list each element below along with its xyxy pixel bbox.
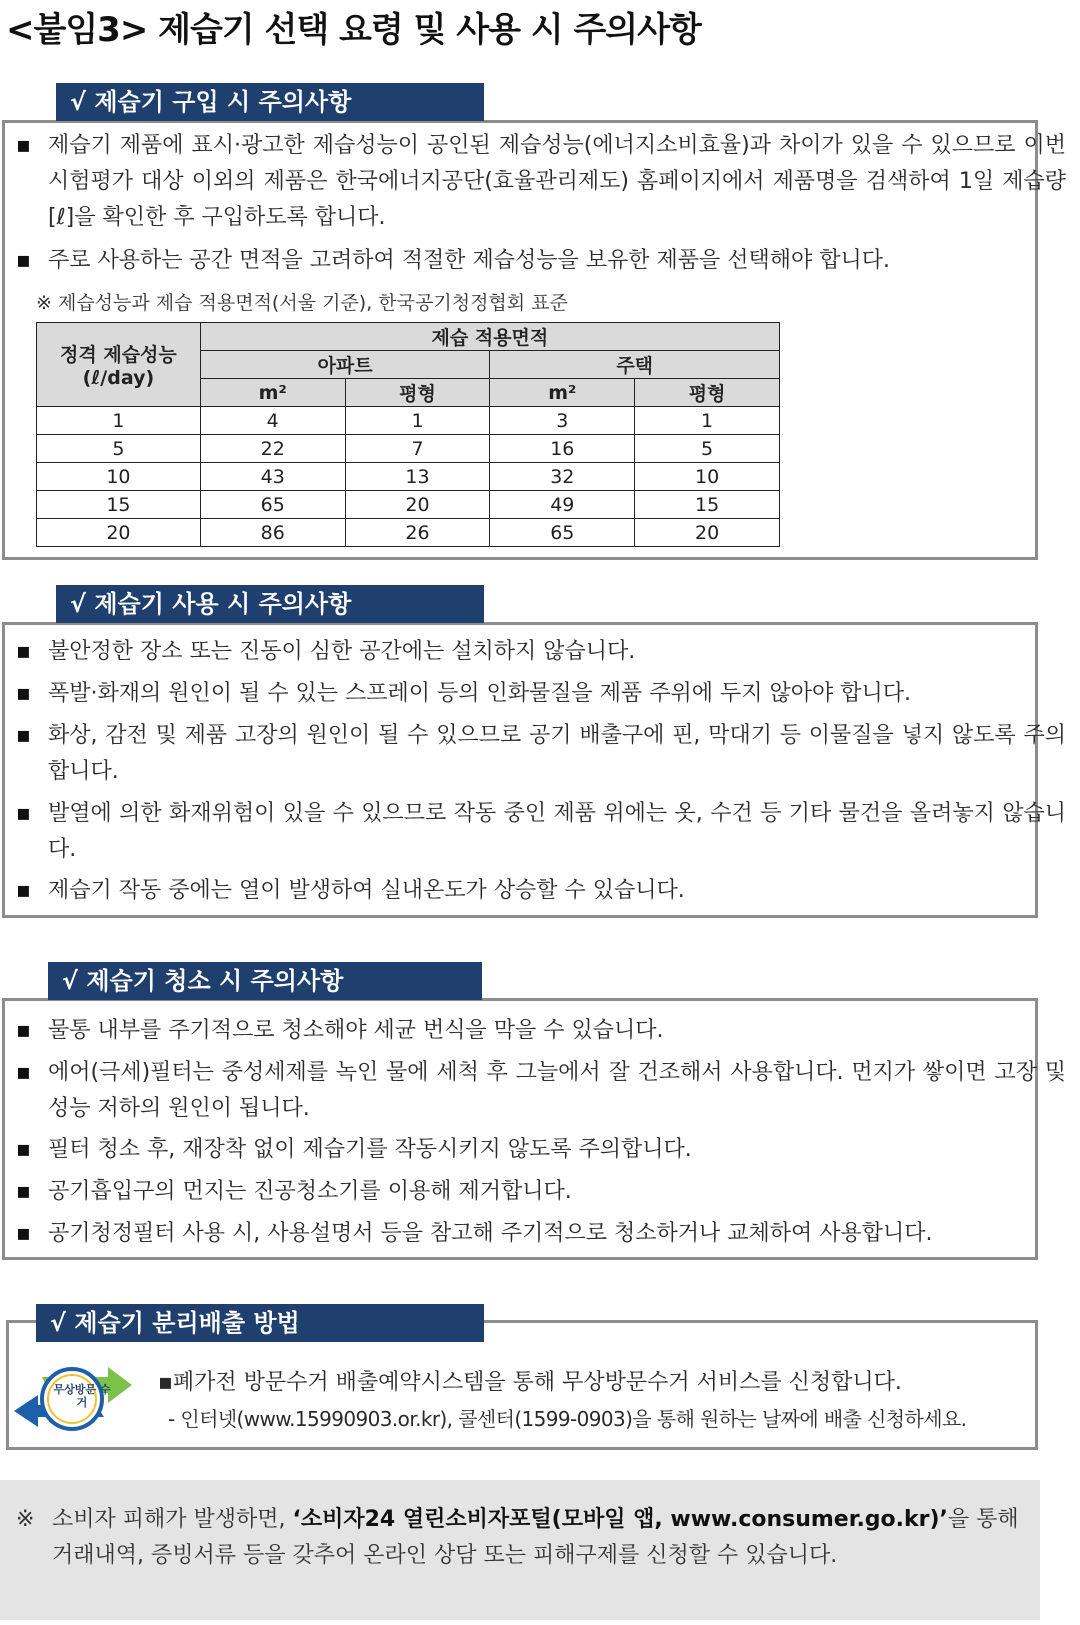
table-cell: 7 — [345, 435, 490, 463]
table-cell: 26 — [345, 519, 490, 547]
group-house-header: 주택 — [490, 351, 780, 379]
table-cell: 10 — [37, 463, 201, 491]
table-cell: 4 — [200, 407, 345, 435]
cleaning-bullet-1: ▪ 물통 내부를 주기적으로 청소해야 세균 번식을 막을 수 있습니다. — [14, 1013, 1066, 1049]
table-cell: 32 — [490, 463, 635, 491]
table-row — [37, 491, 780, 519]
table-row — [37, 435, 780, 463]
table-note: ※ 제습성능과 제습 적용면적(서울 기준), 한국공기청정협회 표준 — [36, 292, 568, 314]
table-cell: 1 — [345, 407, 490, 435]
usage-bullet-2: ▪ 폭발·화재의 원인이 될 수 있는 스프레이 등의 인화물질을 제품 주위에 두지 않아야 합니다. — [14, 676, 1066, 712]
footer-highlight: ‘소비자24 열린소비자포털(모바일 앱, www.consumer.go.kr)’ — [292, 1507, 948, 1532]
col-capacity-header — [37, 323, 201, 407]
page-title: <붙임3> 제습기 선택 요령 및 사용 시 주의사항 — [6, 10, 701, 50]
table-cell: 10 — [635, 463, 780, 491]
table-cell: 20 — [37, 519, 201, 547]
table-cell: 20 — [635, 519, 780, 547]
cleaning-bullet-4: ▪ 공기흡입구의 먼지는 진공청소기를 이용해 제거합니다. — [14, 1174, 1066, 1210]
col-capacity-unit: (ℓ/day) — [82, 367, 155, 389]
purchase-bullet-2: ▪ 주로 사용하는 공간 면적을 고려하여 적절한 제습성능을 보유한 제품을 선택해야 합니다. — [14, 243, 1066, 279]
table-cell: 65 — [200, 491, 345, 519]
footer-text-after: 을 통해 거래내역, 증빙서류 등을 갖추어 온라인 상담 또는 피해구제를 신청할 수 있습니다. — [52, 1507, 1019, 1568]
table-cell: 13 — [345, 463, 490, 491]
table-cell: 49 — [490, 491, 635, 519]
group-apartment-header: 아파트 — [200, 351, 490, 379]
table-cell: 1 — [635, 407, 780, 435]
table-cell: 86 — [200, 519, 345, 547]
footer-text-before: 소비자 피해가 발생하면, — [52, 1507, 293, 1532]
table-cell: 22 — [200, 435, 345, 463]
col-area-header: 제습 적용면적 — [200, 323, 779, 351]
disposal-heading: √ 제습기 분리배출 방법 — [36, 1304, 484, 1342]
disposal-line-1: ▪폐가전 방문수거 배출예약시스템을 통해 무상방문수거 서비스를 신청합니다. — [158, 1370, 902, 1395]
unit-m2-house: m² — [490, 379, 635, 407]
cleaning-bullet-5: ▪ 공기청정필터 사용 시, 사용설명서 등을 참고해 주기적으로 청소하거나 교체하여 사용합니다. — [14, 1216, 1066, 1252]
table-cell: 5 — [37, 435, 201, 463]
recycle-icon-label: 무상방문 수거 — [53, 1383, 111, 1409]
usage-bullet-1: ▪ 불안정한 장소 또는 진동이 심한 공간에는 설치하지 않습니다. — [14, 634, 1066, 670]
footer-mark: ※ — [16, 1507, 35, 1532]
col-capacity-label: 정격 제습성능 — [60, 344, 177, 366]
usage-bullet-5: ▪ 제습기 작동 중에는 열이 발생하여 실내온도가 상승할 수 있습니다. — [14, 873, 1066, 909]
cleaning-bullet-3: ▪ 필터 청소 후, 재장착 없이 제습기를 작동시키지 않도록 주의합니다. — [14, 1132, 1066, 1168]
purchase-heading: √ 제습기 구입 시 주의사항 — [56, 83, 484, 121]
table-cell: 5 — [635, 435, 780, 463]
table-cell: 65 — [490, 519, 635, 547]
dehumidify-area-table — [36, 322, 780, 547]
usage-bullet-3: ▪ 화상, 감전 및 제품 고장의 원인이 될 수 있으므로 공기 배출구에 핀, 막대기 등 이물질을 넣지 않도록 주의합니다. — [14, 718, 1066, 790]
table-cell: 3 — [490, 407, 635, 435]
unit-pyeong-apartment: 평형 — [345, 379, 490, 407]
table-cell: 43 — [200, 463, 345, 491]
disposal-line-2: - 인터넷(www.15990903.or.kr), 콜센터(1599-0903)을 통해 원하는 날짜에 배출 신청하세요. — [168, 1407, 967, 1431]
usage-heading: √ 제습기 사용 시 주의사항 — [56, 585, 484, 623]
cleaning-heading: √ 제습기 청소 시 주의사항 — [48, 962, 482, 1000]
purchase-bullet-1: ▪ 제습기 제품에 표시·광고한 제습성능이 공인된 제습성능(에너지소비효율)과 차이가 있을 수 있으므로 이번 시험평가 대상 이외의 제품은 한국에너지공단(효율관리제도) 홈페이지에서 제품명을 검색하여 1일 제습량[ℓ]을 확인한 후 구입하도록 합니다. — [14, 128, 1066, 236]
table-cell: 16 — [490, 435, 635, 463]
table-cell: 15 — [37, 491, 201, 519]
table-cell: 15 — [635, 491, 780, 519]
consumer-footer — [0, 1480, 1040, 1620]
table-row — [37, 519, 780, 547]
unit-pyeong-house: 평형 — [635, 379, 780, 407]
table-row — [37, 407, 780, 435]
table-row — [37, 463, 780, 491]
table-cell: 1 — [37, 407, 201, 435]
unit-m2-apartment: m² — [200, 379, 345, 407]
table-cell: 20 — [345, 491, 490, 519]
cleaning-bullet-2: ▪ 에어(극세)필터는 중성세제를 녹인 물에 세척 후 그늘에서 잘 건조해서 사용합니다. 먼지가 쌓이면 고장 및 성능 저하의 원인이 됩니다. — [14, 1055, 1066, 1127]
usage-bullet-4: ▪ 발열에 의한 화재위험이 있을 수 있으므로 작동 중인 제품 위에는 옷, 수건 등 기타 물건을 올려놓지 않습니다. — [14, 796, 1066, 868]
